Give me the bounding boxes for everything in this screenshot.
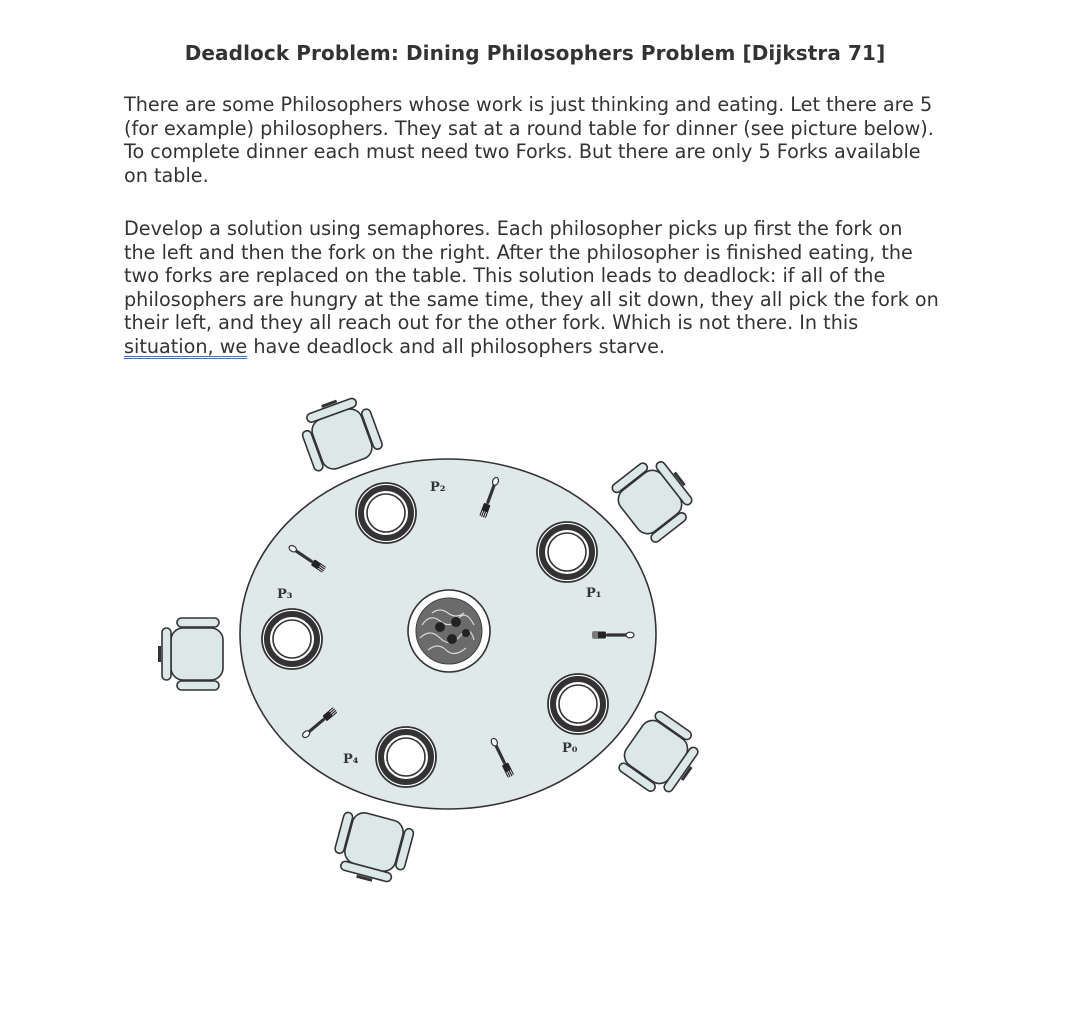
text-line: Develop a solution using semaphores. Each philosopher picks up first the fork on bbox=[124, 217, 903, 240]
chair-icon bbox=[295, 390, 385, 476]
page-title: Deadlock Problem: Dining Philosophers Problem [Dijkstra 71] bbox=[184, 41, 886, 65]
text-line: the left and then the fork on the right. After the philosopher is finished eating, the bbox=[124, 240, 913, 264]
plate-icon bbox=[548, 674, 608, 734]
text-line: To complete dinner each must need two Forks. But there are only 5 Forks available bbox=[124, 140, 921, 163]
label-p3: P₃ bbox=[277, 587, 293, 602]
plate-icon bbox=[356, 483, 416, 543]
text-line: philosophers are hungry at the same time, they all sit down, they all pick the fork on bbox=[124, 287, 939, 311]
label-p4: P₄ bbox=[343, 752, 359, 767]
text-fragment: have deadlock and all philosophers starve. bbox=[247, 334, 666, 358]
chair-icon bbox=[607, 450, 703, 547]
label-p1: P₁ bbox=[586, 586, 602, 601]
chair-icon bbox=[158, 618, 223, 690]
label-p2: P₂ bbox=[430, 480, 446, 495]
text-line: on table. bbox=[124, 163, 209, 187]
plate-icon bbox=[376, 727, 436, 787]
text-line: two forks are replaced on the table. This solution leads to deadlock: if all of the bbox=[124, 264, 886, 287]
label-p0: P₀ bbox=[562, 741, 578, 756]
spaghetti-bowl-icon bbox=[408, 590, 490, 672]
spellcheck-underline[interactable]: situation, we bbox=[124, 334, 248, 358]
plate-icon bbox=[262, 609, 322, 669]
chair-icon bbox=[329, 808, 415, 889]
text-line: There are some Philosophers whose work is just thinking and eating. Let there are 5 bbox=[124, 93, 933, 116]
text-line: their left, and they all reach out for the other fork. Which is not there. In this bbox=[124, 311, 859, 334]
plate-icon bbox=[537, 522, 597, 582]
text-line: (for example) philosophers. They sat at a round table for dinner (see picture below). bbox=[124, 116, 934, 140]
